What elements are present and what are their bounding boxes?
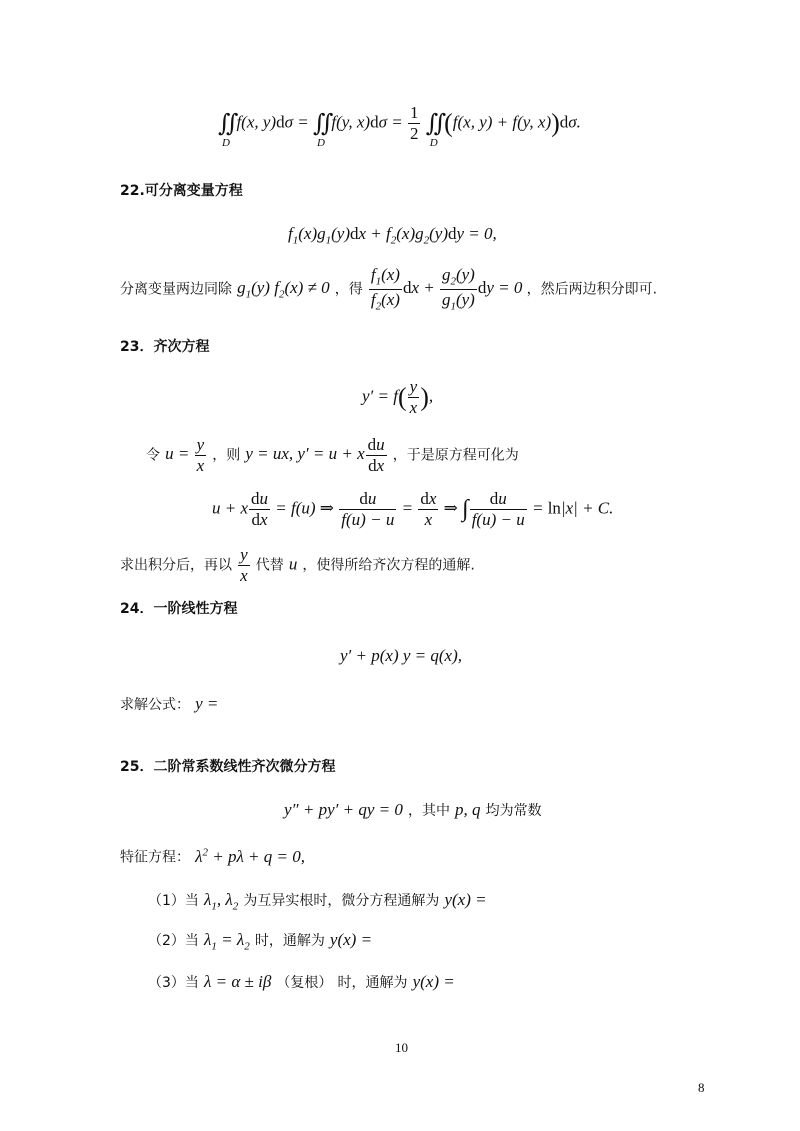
condition-text: ，其中: [407, 803, 450, 819]
separable-text-prefix: 分离变量两边同除: [120, 281, 232, 298]
case-3-marker: （3）当: [148, 975, 199, 991]
formula-homogeneous: y′ = f( $\frac{y}{x}$ ),: [362, 377, 434, 417]
homogeneous-conclusion: 求出积分后，再以 $\frac{y}{x}$ 代替 u ，使得所给齐次方程的通解.: [120, 545, 475, 585]
case-3-text: 时，通解为: [337, 975, 408, 991]
section-23-heading: 23．齐次方程: [120, 339, 210, 355]
case-3-paren: （复根）: [276, 975, 333, 991]
conclusion-end: ，使得所给齐次方程的通解.: [302, 557, 475, 574]
linear-solution-formula: 求解公式： y =: [120, 694, 219, 713]
case-1-text: 为互异实根时，微分方程通解为: [243, 893, 440, 909]
separable-explanation: 分离变量两边同除 $g_1(y) f_2(x) \ne 0$ ，得 $\frac{f_1(x)}{f_2(x)}$ dx + $\frac{g_2(y)}{g_1(y)}$ dy = 0 ，然后两边积分即可.: [120, 265, 658, 313]
section-24-heading: 24．一阶线性方程: [120, 601, 238, 617]
section-25-heading: 25．二阶常系数线性齐次微分方程: [120, 759, 336, 775]
case-1: （1）当 $\lambda_1$, $\lambda_2$ 为互异实根时，微分方程通解为 y(x) =: [148, 890, 487, 913]
separable-text-middle: ，得: [334, 281, 363, 298]
formula-linear: y′ + p(x) y = q(x),: [340, 646, 462, 665]
case-2: （2）当 $\lambda_1 = \lambda_2$ 时，通解为 y(x) =: [148, 930, 373, 953]
case-3: （3）当 λ = α ± iβ （复根） 时，通解为 y(x) =: [148, 972, 455, 991]
formula-label: 求解公式：: [120, 697, 190, 713]
formula-symmetry: ∬ D f(x, y)dσ = ∬ D f(y, x)dσ = $\frac{1}{2}$ ∬ D (f(x, y) + f(y, x))dσ.: [218, 103, 581, 149]
second-order-equation: y″ + py′ + qy = 0 ，其中 p, q 均为常数: [284, 800, 542, 819]
case-1-marker: （1）当: [148, 893, 199, 909]
separable-text-suffix: ，然后两边积分即可.: [526, 281, 658, 298]
homogeneous-substitution: 令 u = $\frac{y}{x}$ ，则 y = ux, y′ = u + x $\frac{du}{dx}$ ，于是原方程可化为: [146, 435, 519, 475]
let-suffix: ，于是原方程可化为: [392, 447, 519, 464]
case-2-text: 时，通解为: [254, 933, 325, 949]
formula-separable: $f_1(x)g_1(y)dx + f_2(x)g_2(y)dy = 0$,: [288, 224, 497, 247]
characteristic-equation: 特征方程： $\lambda^2 + p\lambda + q = 0$,: [120, 846, 305, 866]
formula-homogeneous-derivation: u + x $\frac{du}{dx}$ = f(u) ⇒ $\frac{du}{f(u) - u}$ = $\frac{dx}{x}$ ⇒ ∫ $\frac{du}{f(u) - u}$ = ln|x| + C.: [212, 489, 614, 529]
case-2-marker: （2）当: [148, 933, 199, 949]
outer-page-number: 8: [698, 1080, 705, 1095]
section-22-heading: 22.可分离变量方程: [120, 183, 243, 199]
let-prefix: 令: [146, 447, 160, 464]
conclusion-suffix: 代替: [255, 557, 284, 574]
let-middle: ，则: [212, 447, 241, 464]
condition-end: 均为常数: [485, 803, 542, 819]
conclusion-prefix: 求出积分后，再以: [120, 557, 232, 574]
inner-page-number: 10: [395, 1040, 408, 1055]
char-label: 特征方程：: [120, 849, 190, 866]
